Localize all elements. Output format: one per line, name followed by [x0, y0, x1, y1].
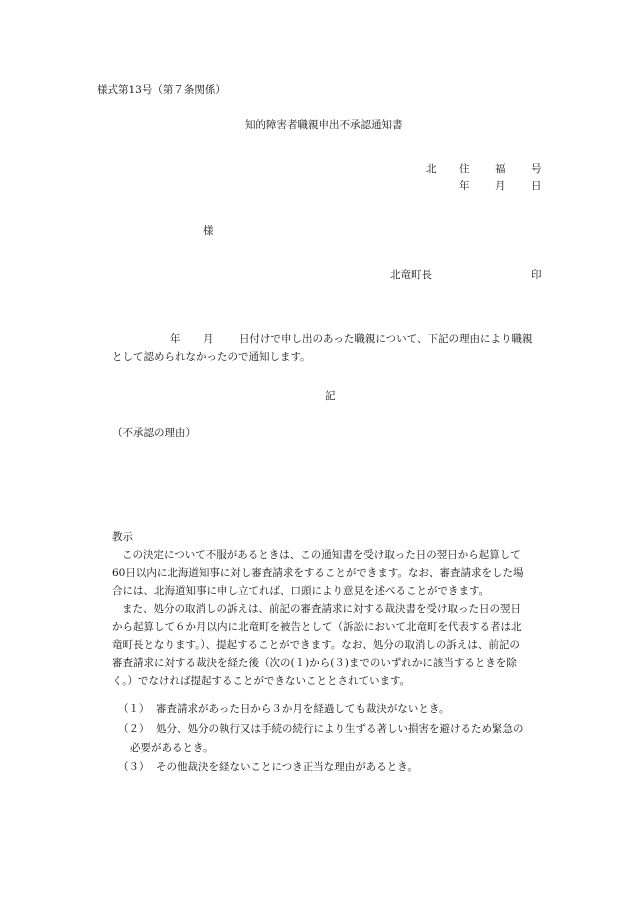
- doc-number-category: 福: [495, 163, 506, 175]
- instructions-line: また、処分の取消しの訴えは、前記の審査請求に対する裁決書を受け取った日の翌日: [122, 603, 521, 615]
- form-label: 様式第13号（第７条関係）: [97, 84, 226, 96]
- doc-number-suffix: 号: [531, 163, 542, 175]
- recipient-honorific: 様: [203, 225, 214, 237]
- instructions-line: 審査請求に対する裁決を経た後（次の(１)から(３)までのいずれかに該当するときを除: [112, 657, 517, 669]
- date-month: 月: [495, 180, 506, 192]
- body-year: 年: [170, 333, 181, 345]
- item-text: 処分、処分の執行又は手続の続行により生ずる著しい損害を避けるため緊急の: [156, 723, 524, 735]
- item-text: その他裁決を経ないことにつき正当な理由があるとき。: [156, 761, 418, 773]
- instructions-line: 竜町長となります。）、提起することができます。なお、処分の取消しの訴えは、前記の: [112, 639, 520, 651]
- doc-number-mark: 住: [459, 163, 470, 175]
- body-line-2: として認められなかったので通知します。: [112, 351, 311, 363]
- item-text: 審査請求があった日から３か月を経過しても裁決がないとき。: [156, 703, 450, 715]
- instructions-heading: 教示: [112, 531, 133, 543]
- instructions-line: 合には、北海道知事に申し立てれば、口頭により意見を述べることができます。: [112, 585, 490, 597]
- instructions-line: く。）でなければ提起することができないこととされています。: [112, 675, 411, 687]
- date-year: 年: [459, 180, 470, 192]
- issuer-name: 北竜町長: [390, 269, 432, 281]
- document-title: 知的障害者職親申出不承認通知書: [245, 119, 403, 131]
- item-number: （２）: [118, 723, 150, 735]
- body-line-1: 日付けで申し出のあった職親について、下記の理由により職親: [239, 333, 533, 345]
- reason-label: （不承認の理由）: [112, 427, 196, 439]
- item-number: （３）: [118, 761, 150, 773]
- instructions-line: この決定について不服があるときは、この通知書を受け取った日の翌日から起算して: [122, 549, 521, 561]
- doc-number-prefix: 北: [426, 163, 437, 175]
- ki-heading: 記: [325, 390, 336, 402]
- seal-mark: 印: [531, 269, 542, 281]
- item-text-continued: 必要があるとき。: [130, 742, 214, 754]
- instructions-line: から起算して６か月以内に北竜町を被告として（訴訟において北竜町を代表する者は北: [112, 621, 522, 633]
- body-month: 月: [203, 333, 214, 345]
- date-day: 日: [531, 180, 542, 192]
- item-number: （１）: [118, 703, 150, 715]
- instructions-line: 60日以内に北海道知事に対し審査請求をすることができます。なお、審査請求をした場: [112, 567, 524, 579]
